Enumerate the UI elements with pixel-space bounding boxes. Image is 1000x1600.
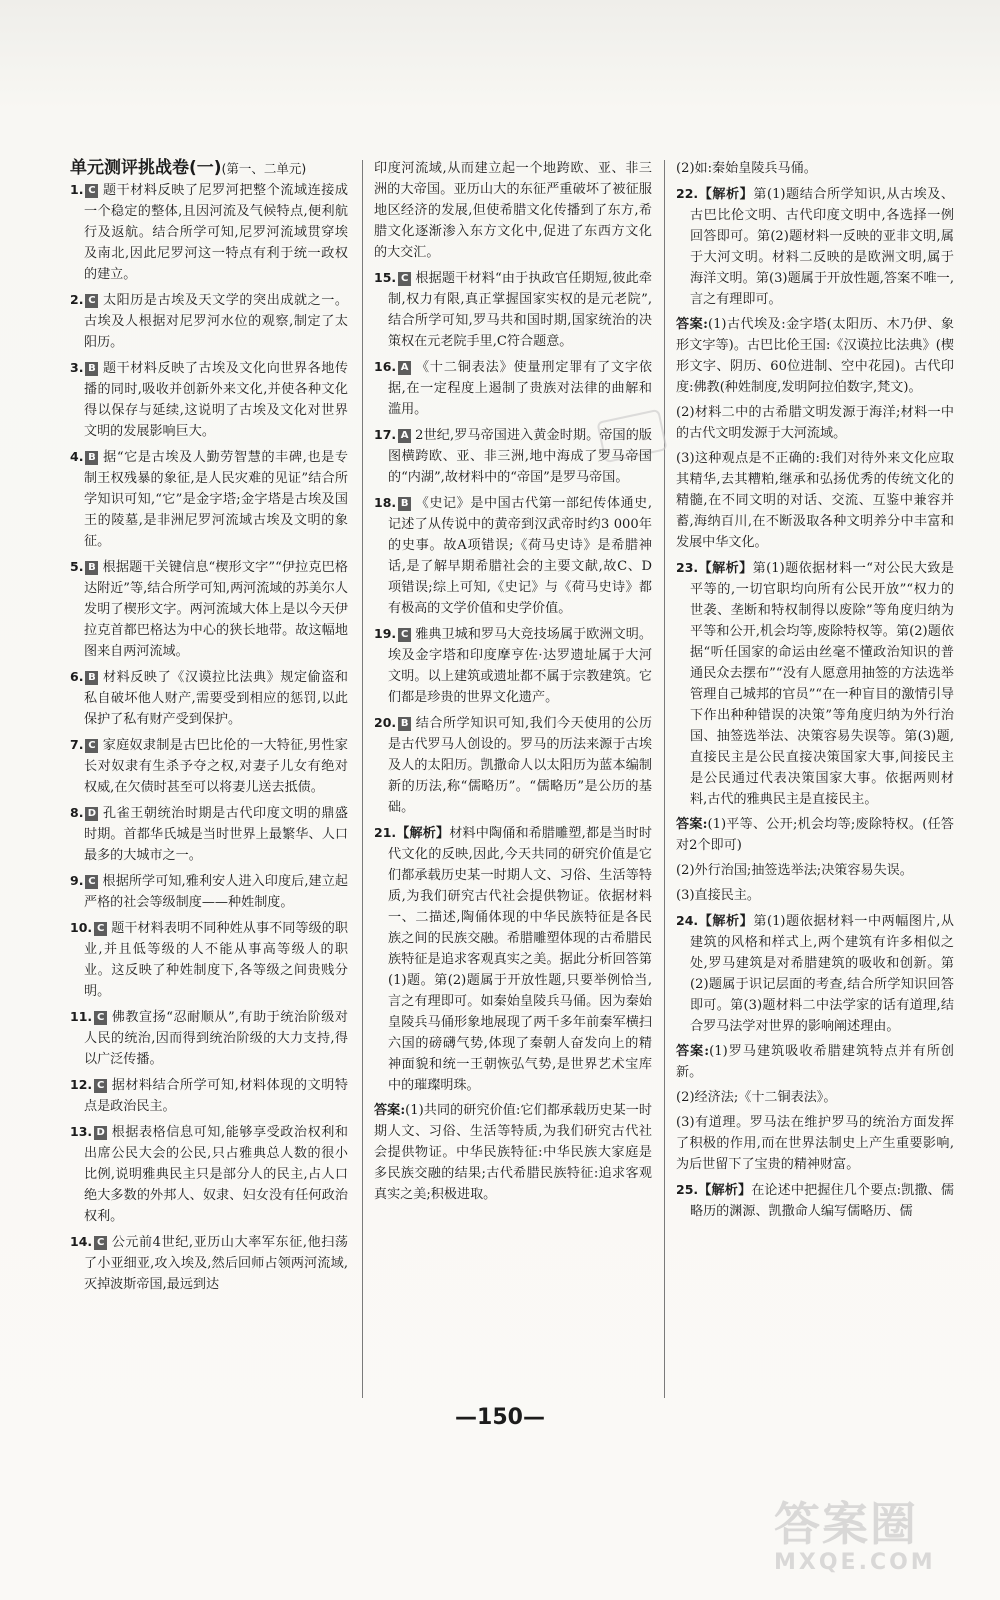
answer-text: 根据所学可知,雅利安人进入印度后,建立起严格的社会等级制度——种姓制度。 [84, 874, 348, 910]
answer-text: 根据题干材料“由于执政官任期短,彼此牵制,权力有限,真正掌握国家实权的是元老院”,结合所学可知,罗马共和国时期,国家统治的决策权在元老院手里,C符合题意。 [388, 271, 652, 349]
answer-item [676, 158, 954, 179]
answer-item [70, 556, 348, 662]
section-title: 单元测评挑战卷(一)(第一、二单元) [70, 158, 307, 178]
answer-item [70, 666, 348, 730]
analysis-tag: 【解析】 [698, 187, 754, 202]
question-number: 21. [374, 825, 397, 840]
answer-item [70, 446, 348, 552]
answer-item [676, 183, 954, 310]
answer-choice-badge: B [85, 561, 98, 575]
answer-text: (3)这种观点是不正确的:我们对待外来文化应取其精华,去其糟粕,继承和弘扬优秀的传统文化的精髓,在不同文明的对话、交流、互鉴中兼容并蓄,海纳百川,在不断汲取各种文明养分中丰富和发展中华文化。 [676, 451, 954, 550]
answer-text: 据材料结合所学可知,材料体现的文明特点是政治民主。 [84, 1078, 348, 1114]
answer-text: 根据表格信息可知,能够享受政治权利和出席公民大会的公民,只占雅典总人数的很小比例,说明雅典民主只是部分人的民主,占人口绝大多数的外邦人、奴隶、妇女没有任何政治权利。 [84, 1125, 348, 1224]
answer-item [676, 1112, 954, 1175]
answer-item [374, 356, 652, 420]
answer-choice-badge: B [398, 497, 411, 511]
answer-text: (3)直接民主。 [676, 888, 761, 903]
answer-item [374, 623, 652, 708]
column-divider [664, 160, 665, 1398]
answer-text: 孔雀王朝统治时期是古代印度文明的鼎盛时期。首都华氏城是当时世界上最繁华、人口最多的大城市之一。 [84, 806, 348, 863]
question-number: 24. [676, 913, 699, 928]
answer-item [70, 289, 348, 353]
answer-choice-badge: C [398, 628, 411, 642]
answer-item [70, 1121, 348, 1227]
column-1 [70, 158, 348, 1299]
answer-item [676, 448, 954, 553]
answer-choice-badge: B [85, 451, 98, 465]
answer-item [70, 1006, 348, 1070]
question-number: 20. [374, 715, 397, 730]
answer-choice-badge: D [94, 1126, 107, 1140]
answer-item [676, 910, 954, 1037]
answer-choice-badge: C [85, 739, 98, 753]
answer-text: 第(1)题结合所学知识,从古埃及、古巴比伦文明、古代印度文明中,各选择一例回答即可。第(2)题材料一反映的亚非文明,属于大河文明。材料二反映的是欧洲文明,属于海洋文明。第(3)题属于开放性题,答案不唯一,言之有理即可。 [690, 187, 954, 307]
answer-choice-badge: C [94, 1079, 107, 1093]
question-number: 12. [70, 1077, 93, 1092]
analysis-tag: 【解析】 [698, 1183, 752, 1198]
answer-text: (2)如:秦始皇陵兵马俑。 [676, 161, 817, 176]
question-number: 22. [676, 186, 699, 201]
answer-text: 太阳历是古埃及天文学的突出成就之一。古埃及人根据对尼罗河水位的观察,制定了太阳历。 [84, 293, 348, 350]
question-number: 15. [374, 270, 397, 285]
answer-item [676, 557, 954, 810]
question-number: 25. [676, 1182, 699, 1197]
answer-text: (1)古代埃及:金字塔(太阳历、木乃伊、象形文字等)。古巴比伦王国:《汉谟拉比法典》(楔形文字、阴历、60位进制、空中花园)。古代印度:佛教(种姓制度,发明阿拉伯数字,梵文)。 [676, 317, 954, 395]
question-number: 18. [374, 495, 397, 510]
answer-choice-badge: C [94, 1011, 107, 1025]
answer-text: (2)材料二中的古希腊文明发源于海洋;材料一中的古代文明发源于大河流域。 [676, 405, 954, 441]
analysis-tag: 【解析】 [698, 561, 753, 576]
answer-item [70, 870, 348, 913]
answer-item [676, 1179, 954, 1222]
answer-choice-badge: C [398, 272, 411, 286]
answer-text: (1)共同的研究价值:它们都承载历史某一时期人文、习俗、生活等特质,为我们研究古代社会提供物证。中华民族特征:中华民族大家庭是多民族交融的结果;古代希腊民族特征:追求客观真实之美;积极进取。 [374, 1103, 652, 1202]
answer-text: 第(1)题依据材料一中两幅图片,从建筑的风格和样式上,两个建筑有许多相似之处,罗马建筑是对希腊建筑的吸收和创新。第(2)题属于识记层面的考查,结合所学知识回答即可。第(3)题材料二中法学家的话有道理,结合罗马法学对世界的影响阐述理由。 [690, 914, 954, 1034]
answer-text: 材料中陶俑和希腊雕塑,都是当时时代文化的反映,因此,今天共同的研究价值是它们都承载历史某一时期人文、习俗、生活等特质,为我们研究古代社会提供物证。依据材料一、二描述,陶俑体现的中华民族特征是各民族之间的民族交融。希腊雕塑体现的古希腊民族特征是追求客观真实之美。据此分析回答第(1)题。第(2)题属于开放性题,只要举例恰当,言之有理即可。如秦始皇陵兵马俑。因为秦始皇陵兵马俑形象地展现了两千多年前秦军横扫六国的磅礴气势,体现了秦朝人奋发向上的精神面貌和统一王朝恢弘气势,是世界艺术宝库中的璀璨明珠。 [388, 826, 653, 1093]
answer-text: 结合所学知识可知,我们今天使用的公历是古代罗马人创设的。罗马的历法来源于古埃及人的太阳历。凯撒命人以太阳历为蓝本编制新的历法,称“儒略历”。“儒略历”是公历的基础。 [388, 716, 652, 815]
answer-item [676, 885, 954, 906]
answer-text: (2)经济法;《十二铜表法》。 [676, 1090, 837, 1105]
answer-item [676, 314, 954, 398]
answer-choice-badge: C [85, 184, 98, 198]
answer-text: 根据题干关键信息“楔形文字”“伊拉克巴格达附近”等,结合所学可知,两河流域的苏美尔人发明了楔形文字。两河流域大体上是以今天伊拉克首都巴格达为中心的狭长地带。故这幅地图来自两河流域。 [84, 560, 348, 659]
answer-text: 材料反映了《汉谟拉比法典》规定偷盗和私自破坏他人财产,需要受到相应的惩罚,以此保护了私有财产受到保护。 [84, 670, 348, 727]
answer-text: 《十二铜表法》使量刑定罪有了文字依据,在一定程度上遏制了贵族对法律的曲解和滥用。 [388, 360, 652, 417]
answer-text: (2)外行治国;抽签选举法;决策容易失误。 [676, 863, 913, 878]
answer-choice-badge: C [94, 1236, 107, 1250]
answer-text: (1)平等、公开;机会均等;废除特权。(任答对2个即可) [676, 817, 954, 853]
answer-text: 印度河流域,从而建立起一个地跨欧、亚、非三洲的大帝国。亚历山大的东征严重破坏了被征服地区经济的发展,但使希腊文化传播到了东方,希腊文化逐渐渗入东方文化中,促进了东西方文化的大交汇。 [374, 161, 652, 260]
column-3-items [676, 158, 954, 1222]
answer-choice-badge: C [85, 294, 98, 308]
column-divider [362, 160, 363, 1398]
question-number: 10. [70, 920, 93, 935]
question-number: 17. [374, 427, 397, 442]
answer-text: 佛教宣扬“忍耐顺从”,有助于统治阶级对人民的统治,因而得到统治阶级的大力支持,得以广泛传播。 [84, 1010, 348, 1067]
answer-item [374, 267, 652, 352]
answer-item [374, 1100, 652, 1205]
question-number: 3. [70, 360, 84, 375]
answer-text: 题干材料表明不同种姓从事不同等级的职业,并且低等级的人不能从事高等级人的职业。这反映了种姓制度下,各等级之间贵贱分明。 [84, 921, 348, 999]
answer-text: 题干材料反映了尼罗河把整个流域连接成一个稳定的整体,且因河流及气候特点,便利航行及返航。结合所学可知,尼罗河流域贯穿埃及南北,因此尼罗河这一特点有利于统一政权的建立。 [84, 183, 348, 282]
answer-text: (3)有道理。罗马法在维护罗马的统治方面发挥了积极的作用,而在世界法制史上产生重要影响,为后世留下了宝贵的精神财富。 [676, 1115, 954, 1172]
analysis-tag: 答案: [676, 317, 708, 332]
answer-item [70, 179, 348, 285]
answer-text: 2世纪,罗马帝国进入黄金时期。帝国的版图横跨欧、亚、非三洲,地中海成了罗马帝国的“内湖”,故材料中的“帝国”是罗马帝国。 [388, 428, 652, 485]
answer-item [70, 917, 348, 1002]
question-number: 5. [70, 559, 84, 574]
question-number: 1. [70, 182, 84, 197]
answer-text: (1)罗马建筑吸收希腊建筑特点并有所创新。 [676, 1044, 954, 1080]
question-number: 4. [70, 449, 84, 464]
answer-item [676, 1087, 954, 1108]
section-subtitle: (第一、二单元) [221, 161, 307, 176]
answer-text: 第(1)题依据材料一“对公民大致是平等的,一切官职均向所有公民开放”“权力的世袭、垄断和特权制得以废除”等角度归纳为平等和公开,机会均等,废除特权等。第(2)题依据“听任国家的命运由丝毫不懂政治知识的普通民众去摆布”“没有人愿意用抽签的方法选举管理自己城邦的官员”“在一种盲目的激情引导下作出种种错误的决策”等角度归纳为外行治国、抽签选举法、决策容易失误等。第(3)题,直接民主是公民直接决策国家大事,间接民主是公民通过代表决策国家大事。依据两则材料,古代的雅典民主是直接民主。 [690, 561, 954, 807]
answer-item [374, 424, 652, 488]
answer-item [70, 1231, 348, 1295]
answer-item [676, 1041, 954, 1083]
watermark-text: 答案圈 [774, 1497, 918, 1551]
question-number: 19. [374, 626, 397, 641]
answer-item [374, 712, 652, 818]
question-number: 7. [70, 737, 84, 752]
answer-item [374, 492, 652, 619]
answer-choice-badge: D [85, 807, 98, 821]
analysis-tag: 【解析】 [396, 826, 450, 841]
answer-item [70, 802, 348, 866]
answer-text: 雅典卫城和罗马大竞技场属于欧洲文明。埃及金字塔和印度摩亨佐·达罗遗址属于大河文明。以上建筑或遗址都不属于宗教建筑。它们都是珍贵的世界文化遗产。 [388, 627, 652, 705]
watermark-logo [774, 1488, 964, 1580]
answer-choice-badge: B [85, 671, 98, 685]
question-number: 13. [70, 1124, 93, 1139]
question-number: 2. [70, 292, 84, 307]
analysis-tag: 答案: [676, 817, 708, 832]
question-number: 6. [70, 669, 84, 684]
column-2-items [374, 158, 652, 1205]
analysis-tag: 答案: [676, 1044, 710, 1059]
column-2 [374, 158, 652, 1209]
question-number: 9. [70, 873, 84, 888]
answer-item [676, 860, 954, 881]
watermark-url: MXQE.COM [774, 1550, 936, 1575]
analysis-tag: 【解析】 [698, 914, 754, 929]
answer-item [70, 357, 348, 442]
answer-text: 据“它是古埃及人勤劳智慧的丰碑,也是专制王权残暴的象征,是人民灾难的见证”结合所学知识可知,“它”是金字塔;金字塔是古埃及国王的陵墓,是非洲尼罗河流域古埃及文明的象征。 [84, 450, 348, 549]
answer-text: 《史记》是中国古代第一部纪传体通史,记述了从传说中的黄帝到汉武帝时约3 000年的史事。故A项错误;《荷马史诗》是希腊神话,是了解早期希腊社会的主要文献,故C、D项错误;综上可知,《史记》与《荷马史诗》都有极高的文学价值和史学价值。 [388, 496, 652, 616]
answer-text: 公元前4世纪,亚历山大率军东征,他扫荡了小亚细亚,攻入埃及,然后回师占领两河流域,灭掉波斯帝国,最远到达 [84, 1235, 348, 1292]
answer-item [676, 402, 954, 444]
question-number: 16. [374, 359, 397, 374]
answer-choice-badge: B [398, 717, 411, 731]
question-number: 23. [676, 560, 699, 575]
answer-item [374, 822, 652, 1096]
answer-choice-badge: A [398, 429, 411, 443]
answer-item [676, 814, 954, 856]
answer-choice-badge: C [85, 875, 98, 889]
column-1-items [70, 179, 348, 1295]
answer-text: 题干材料反映了古埃及文化向世界各地传播的同时,吸收并创新外来文化,并使各种文化得以保存与延续,这说明了古埃及文化对世界文明的发展影响巨大。 [84, 361, 348, 439]
page-number: —150— [455, 1405, 545, 1430]
answer-item [374, 158, 652, 263]
answer-text: 家庭奴隶制是古巴比伦的一大特征,男性家长对奴隶有生杀予夺之权,对妻子儿女有绝对权威,在欠债时甚至可以将妻儿送去抵债。 [84, 738, 348, 795]
answer-choice-badge: B [85, 362, 98, 376]
question-number: 11. [70, 1009, 93, 1024]
analysis-tag: 答案: [374, 1103, 406, 1118]
answer-choice-badge: C [94, 922, 107, 936]
question-number: 14. [70, 1234, 93, 1249]
answer-item [70, 1074, 348, 1117]
answer-choice-badge: A [398, 361, 411, 375]
answer-text: 在论述中把握住几个要点:凯撒、儒略历的渊源、凯撒命人编写儒略历、儒 [690, 1183, 955, 1219]
column-3 [676, 158, 954, 1226]
answer-item [70, 734, 348, 798]
question-number: 8. [70, 805, 84, 820]
